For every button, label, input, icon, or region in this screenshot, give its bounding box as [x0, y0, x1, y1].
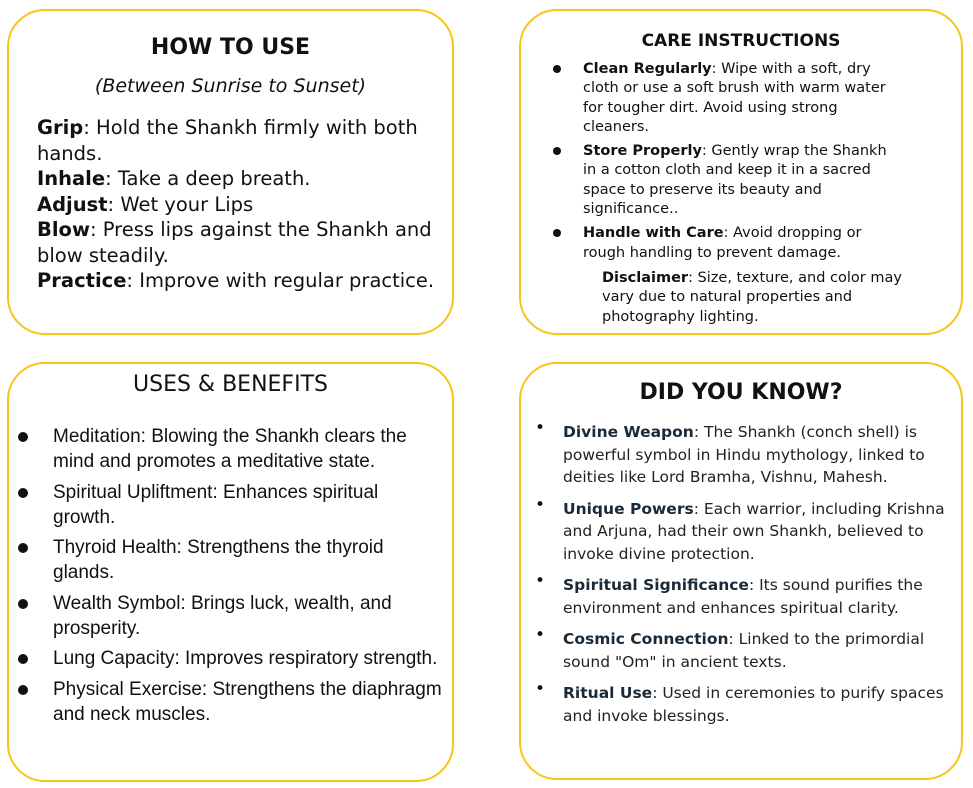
bullet-icon	[18, 654, 28, 664]
bullet-icon	[18, 543, 28, 553]
fact-text: : Each warrior, including Krishna and Arjuna, had their own Shankh, believed to invoke divine protection.	[563, 499, 945, 563]
care-instructions-title: CARE INSTRUCTIONS	[641, 31, 841, 51]
care-instructions-card	[519, 9, 963, 335]
step-term: Practice	[37, 269, 127, 292]
step-inhale	[37, 166, 445, 192]
step-text: : Press lips against the Shankh and blow steadily.	[37, 218, 432, 267]
benefit-text: Meditation: Blowing the Shankh clears the mind and promotes a meditative state.	[53, 426, 407, 472]
step-term: Inhale	[37, 167, 106, 190]
step-text: : Improve with regular practice.	[126, 269, 435, 292]
fact-term: Spiritual Significance	[563, 576, 749, 594]
bullet-icon	[18, 685, 28, 695]
bullet-icon: •	[535, 679, 546, 699]
benefit-text: Physical Exercise: Strengthens the diaphragm and neck muscles.	[53, 678, 442, 725]
benefit-text: Thyroid Health: Strengthens the thyroid glands.	[53, 537, 384, 583]
did-you-know-title: DID YOU KNOW?	[639, 380, 843, 405]
care-term: Store Properly	[583, 143, 702, 160]
bullet-icon	[18, 432, 28, 442]
how-to-use-subtitle: (Between Sunrise to Sunset)	[94, 75, 367, 97]
fact-text: : Linked to the primordial sound "Om" in ancient texts.	[563, 630, 925, 671]
care-text: : Avoid dropping or rough handling to prevent damage.	[583, 225, 862, 261]
step-text: : Hold the Shankh firmly with both hands.	[37, 116, 418, 165]
how-to-use-card	[7, 9, 454, 335]
care-text: : Gently wrap the Shankh in a cotton cloth and keep it in a sacred space to preserve its beauty and significance..	[583, 143, 887, 218]
fact-spiritual-significance	[535, 571, 955, 619]
list-item	[53, 677, 443, 727]
care-item-handle	[583, 224, 903, 263]
uses-benefits-title: USES & BENEFITS	[133, 372, 328, 397]
bullet-icon	[18, 599, 28, 609]
disclaimer-text: : Size, texture, and color may vary due to natural properties and photography lighting.	[602, 270, 902, 325]
fact-text: : Used in ceremonies to purify spaces and invoke blessings.	[563, 684, 944, 725]
how-to-use-title: HOW TO USE	[150, 35, 311, 60]
uses-benefits-list	[53, 424, 443, 732]
fact-term: Ritual Use	[563, 684, 653, 702]
uses-benefits-card	[7, 362, 454, 782]
care-item-store	[583, 142, 903, 219]
list-item	[53, 480, 443, 530]
bullet-icon: •	[535, 571, 546, 591]
fact-cosmic-connection	[535, 625, 955, 673]
fact-text: : Its sound purifies the environment and enhances spiritual clarity.	[563, 576, 923, 617]
care-text: : Wipe with a soft, dry cloth or use a soft brush with warm water for tougher dirt. Avoid using strong cleaners.	[583, 61, 886, 135]
bullet-icon	[553, 147, 561, 155]
list-item	[53, 591, 443, 641]
fact-term: Unique Powers	[563, 499, 694, 518]
step-term: Adjust	[37, 192, 108, 216]
bullet-icon	[18, 488, 28, 498]
fact-term: Divine Weapon	[563, 423, 694, 441]
step-text: : Wet your Lips	[107, 192, 254, 216]
fact-term: Cosmic Connection	[563, 630, 729, 648]
fact-ritual-use	[535, 679, 955, 727]
bullet-icon	[553, 65, 561, 73]
step-adjust	[37, 192, 445, 218]
did-you-know-list	[535, 418, 955, 736]
how-to-use-steps	[37, 115, 445, 294]
bullet-icon	[553, 229, 561, 237]
benefit-text: Spiritual Upliftment: Enhances spiritual growth.	[53, 481, 379, 528]
list-item	[53, 646, 443, 671]
benefit-text: Wealth Symbol: Brings luck, wealth, and prosperity.	[53, 592, 392, 639]
fact-text: : The Shankh (conch shell) is powerful symbol in Hindu mythology, linked to deities like Lord Bramha, Vishnu, Mahesh.	[563, 423, 925, 486]
disclaimer-term: Disclaimer	[602, 270, 689, 286]
step-grip	[37, 115, 445, 166]
step-term: Grip	[37, 116, 84, 139]
bullet-icon: •	[535, 418, 546, 438]
care-term: Handle with Care	[583, 225, 724, 242]
benefit-text: Lung Capacity: Improves respiratory strength.	[53, 648, 438, 669]
fact-divine-weapon	[535, 418, 955, 489]
step-blow	[37, 217, 445, 268]
list-item	[53, 535, 443, 585]
step-practice	[37, 268, 445, 294]
list-item	[53, 424, 443, 474]
did-you-know-card	[519, 362, 963, 780]
care-item-clean	[583, 60, 903, 137]
step-text: : Take a deep breath.	[105, 167, 311, 190]
bullet-icon: •	[535, 625, 546, 645]
disclaimer	[602, 269, 922, 327]
step-term: Blow	[37, 218, 90, 241]
care-term: Clean Regularly	[583, 61, 712, 77]
bullet-icon: •	[535, 494, 546, 515]
fact-unique-powers	[535, 494, 955, 566]
care-instructions-list	[583, 60, 903, 268]
